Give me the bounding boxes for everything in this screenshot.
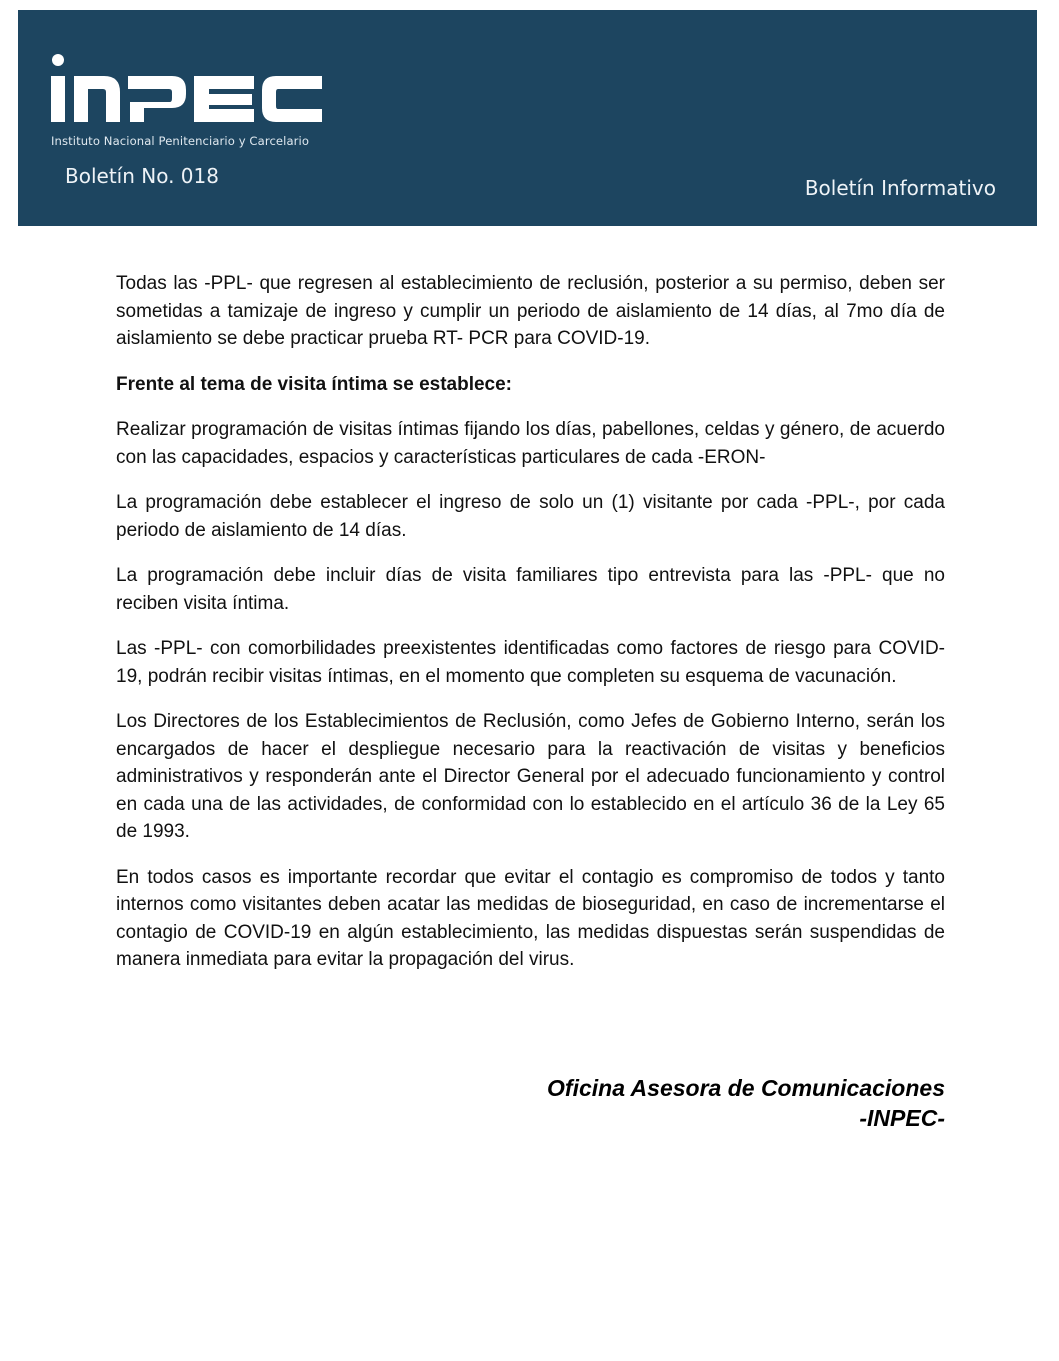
bulletin-body — [116, 270, 945, 992]
paragraph-biosecurity: En todos casos es importante recordar que evitar el contagio es compromiso de todos y tanto internos como visitantes deben acatar las medidas de bioseguridad, en caso de incrementarse el contagio de COVID-19 en algún establecimiento, las medidas dispuestas serán suspendidas de manera inmediata para evitar la propagación del virus. — [116, 866, 945, 970]
logo-letter-c — [262, 76, 322, 122]
paragraph-directors: Los Directores de los Establecimientos de Reclusión, como Jefes de Gobierno Interno, serán los encargados de hacer el despliegue necesario para la reactivación de visitas y beneficios administrativos y responderán ante el Director General por el adecuado funcionamiento y control en cada una de las actividades, de conformidad con lo establecido en el artículo 36 de la Ley 65 de 1993. — [116, 711, 945, 842]
signature-org: -INPEC- — [859, 1105, 945, 1131]
paragraph-family-visits: La programación debe incluir días de visita familiares tipo entrevista para las -PPL- que no reciben visita íntima. — [116, 565, 945, 614]
bulletin-number: Boletín No. 018 — [65, 164, 219, 188]
logo-letter-p — [128, 76, 186, 122]
bulletin-header — [18, 10, 1037, 226]
logo-letter-e — [194, 76, 254, 122]
logo-letter-i-dot — [52, 54, 64, 66]
paragraph-visit-scheduling: Realizar programación de visitas íntimas fijando los días, pabellones, celdas y género, de acuerdo con las capacidades, espacios y características particulares de cada -ERON- — [116, 419, 945, 468]
logo-subtitle: Instituto Nacional Penitenciario y Carcelario — [51, 134, 310, 148]
paragraph-return-screening: Todas las -PPL- que regresen al establecimiento de reclusión, posterior a su permiso, deben ser sometidas a tamizaje de ingreso y cumplir un periodo de aislamiento de 14 días, al 7mo día de aislamiento se debe practicar prueba RT- PCR para COVID-19. — [116, 273, 945, 349]
inpec-logo — [48, 54, 323, 126]
section-heading-intimate-visit: Frente al tema de visita íntima se establece: — [116, 373, 513, 395]
bulletin-type: Boletín Informativo — [804, 176, 996, 200]
signature-block — [547, 1073, 945, 1133]
logo-letter-n — [74, 76, 120, 122]
signature-office: Oficina Asesora de Comunicaciones — [547, 1075, 945, 1101]
logo-letter-i — [51, 76, 65, 122]
paragraph-comorbidities: Las -PPL- con comorbilidades preexistentes identificadas como factores de riesgo para COVID-19, podrán recibir visitas íntimas, en el momento que completen su esquema de vacunación. — [116, 638, 945, 687]
paragraph-single-visitor: La programación debe establecer el ingreso de solo un (1) visitante por cada -PPL-, por cada periodo de aislamiento de 14 días. — [116, 492, 945, 541]
